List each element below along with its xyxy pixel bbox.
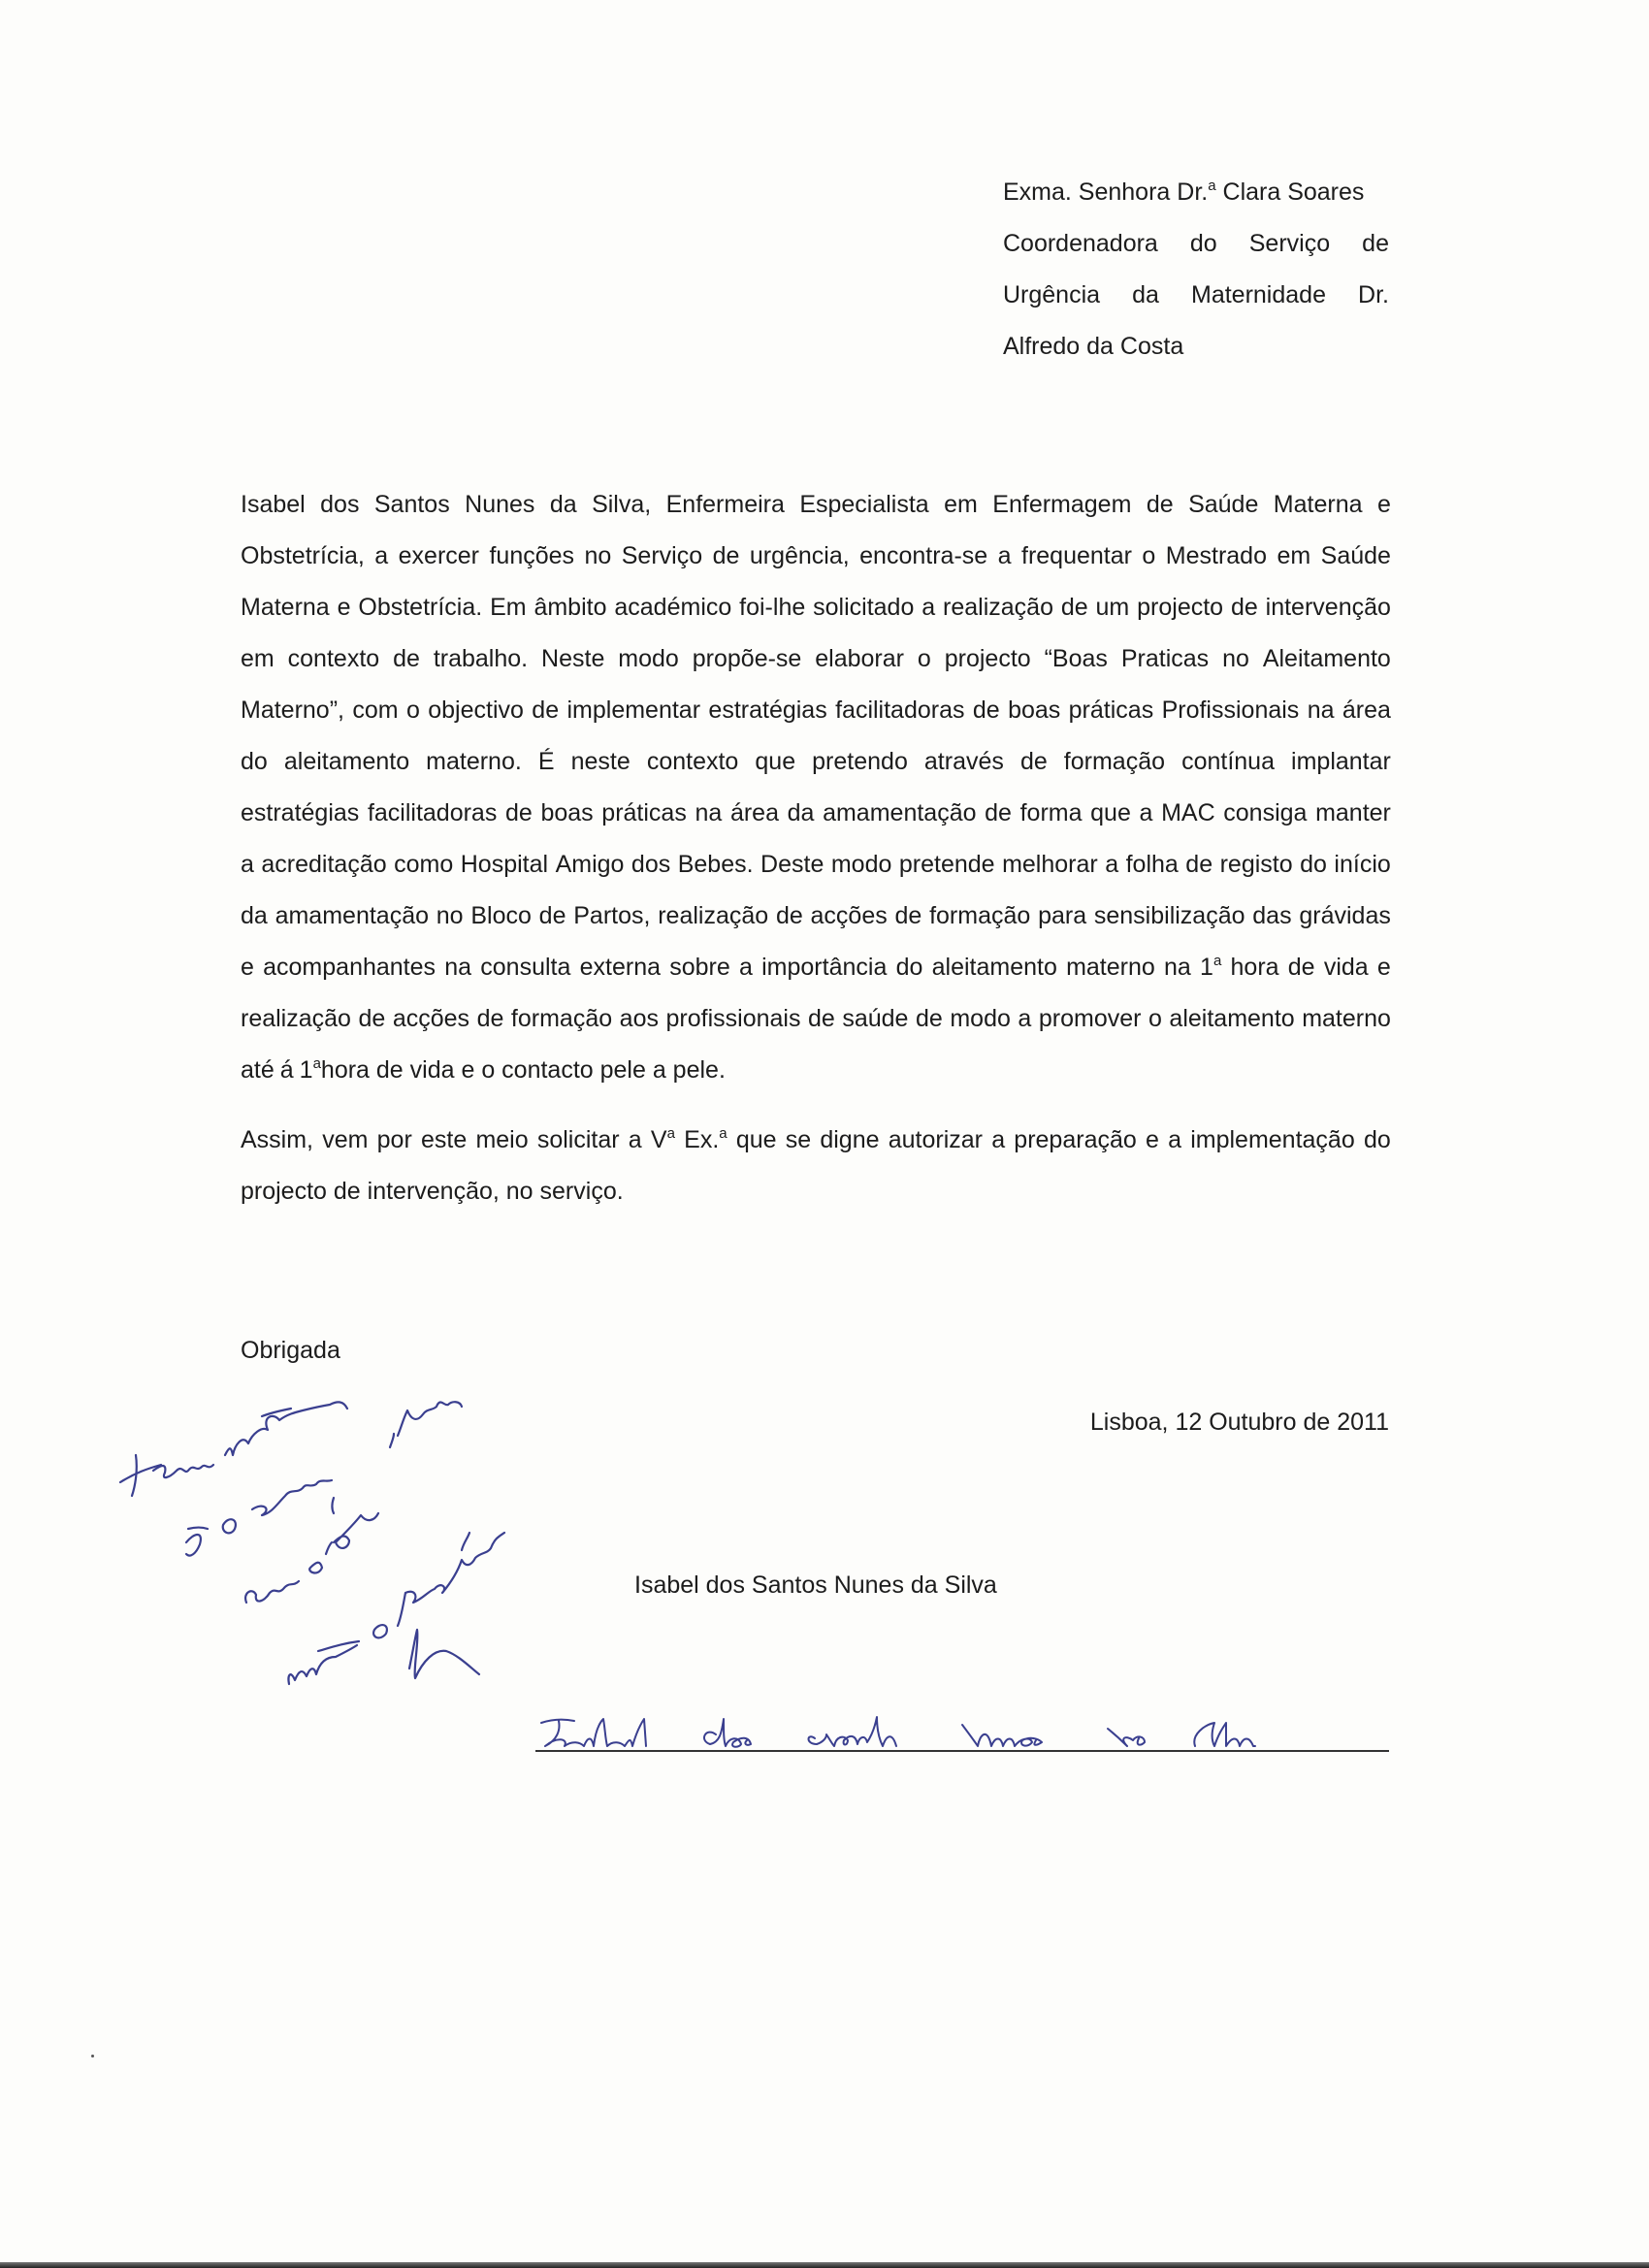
word: académico [614,594,732,621]
word: implementação [1190,1126,1355,1153]
word: de [393,645,420,672]
word: elaborar [815,645,904,672]
word: implantar [1291,748,1391,775]
word: o [917,645,931,672]
word: MAC [1161,799,1215,826]
word: exercer [398,542,480,569]
word: na [1164,954,1191,981]
word: sensibilização [1093,902,1245,929]
word: intervenção [1265,594,1391,621]
word: acompanhantes [263,954,436,981]
word: encontra-se [859,542,988,569]
word: no [1222,645,1249,672]
word: do [895,954,923,981]
word: aleitamento [1169,1005,1295,1032]
word: 1$^a$ [1200,953,1222,981]
word: Dr. [1358,281,1389,308]
word: a [1139,799,1153,826]
word: de [1362,230,1389,257]
word: de [1019,748,1048,775]
word: o [1142,542,1156,569]
word: projecto [1137,594,1224,621]
word: formação [929,902,1031,929]
word: Obstetrícia. [358,594,483,621]
closing-salutation: Obrigada [241,1337,340,1364]
word: práticas [1068,697,1154,724]
word: a [1018,1005,1032,1032]
request-line-2-text: projecto de intervenção, no serviço. [241,1178,624,1205]
word: em [241,645,275,672]
word: o [405,697,420,724]
word: hora [1230,954,1279,981]
word: Nunes [465,491,535,518]
word: acções [392,1005,470,1032]
word: Assim, [241,1126,313,1153]
word: É [537,748,555,775]
word: que [1090,799,1131,826]
word: a [628,1126,642,1153]
word: Enfermagem [992,491,1132,518]
recipient-line-4 [1003,321,1389,373]
word: Em [490,594,527,621]
recipient-line-1 [1003,167,1389,218]
word: Silva, [592,491,652,518]
word: Maternidade [1191,281,1326,308]
word: de [504,799,533,826]
word: Obstetrícia, [241,542,365,569]
word: de [775,902,803,929]
word: modo [950,1005,1011,1032]
word: foi-lhe [739,594,806,621]
word: Materno”, [241,697,344,724]
word: início [1334,851,1391,878]
word: Hospital [460,851,549,878]
word: importância [761,954,888,981]
word: Isabel [241,491,306,518]
word: e [1376,954,1391,981]
word: de [538,902,566,929]
body-line [241,891,1391,942]
word: da [241,902,268,929]
signer-name: Isabel dos Santos Nunes da Silva [634,1571,997,1599]
word: Especialista [799,491,929,518]
scan-speck [91,2055,94,2057]
word: de [1146,491,1174,518]
word: âmbito [534,594,607,621]
word: de [972,697,1000,724]
word: folha [1125,851,1179,878]
word: o [1148,1005,1162,1032]
word: grávidas [1299,902,1391,929]
word: estratégias [708,697,827,724]
word: pretendo [812,748,908,775]
word: contexto [646,748,739,775]
word: até [241,1056,275,1084]
word: realização [943,594,1053,621]
word: Enfermeira [665,491,785,518]
recipient-line-3 [1003,270,1389,321]
request-line-1 [241,1115,1391,1166]
word: acções [810,902,888,929]
word: forma [1019,799,1083,826]
word: contexto [287,645,380,672]
word: 1$^a$hora de vida e o contacto pele a pele. [299,1055,726,1084]
word: Bloco [470,902,532,929]
word: da [1132,281,1159,308]
word: a [374,542,389,569]
body-line [241,736,1391,788]
word: “Boas [1044,645,1108,672]
body-line [241,839,1391,891]
word: autorizar [888,1126,983,1153]
body-line [241,942,1391,993]
word: de [1185,851,1213,878]
word: melhorar [1002,851,1098,878]
word: implementar [566,697,701,724]
word: materno. [426,748,522,775]
word: meio [475,1126,529,1153]
word: para [1038,902,1087,929]
word: área [1342,697,1391,724]
body-line [241,1045,1391,1096]
word: materno [1302,1005,1391,1032]
word: área [729,799,779,826]
word: $V^a$ [650,1125,675,1153]
word: Deste [760,851,824,878]
word: Materna [241,594,330,621]
word: de [1287,954,1315,981]
word: em [944,491,978,518]
word: Profissionais [1161,697,1300,724]
word: da [787,799,815,826]
word: Santos [373,491,450,518]
word: por [376,1126,412,1153]
request-line-2 [241,1166,1391,1217]
word: solicitado [813,594,915,621]
recipient-line-1-text: Exma. Senhora Dr.$^a$ Clara Soares [1003,178,1365,206]
word: Neste [541,645,605,672]
word: a [997,542,1012,569]
recipient-address [1003,167,1389,373]
word: do [1300,851,1327,878]
word: de [1230,594,1258,621]
word: Mestrado [1165,542,1267,569]
word: pretende [898,851,995,878]
word: vem [322,1126,369,1153]
word: de [476,1005,504,1032]
word: e [241,954,254,981]
word: contínua [1181,748,1275,775]
word: modo [830,851,892,878]
word: estratégias [241,799,360,826]
word: dos [630,851,671,878]
word: dos [320,491,360,518]
word: através [923,748,1004,775]
word: objectivo [428,697,524,724]
word: digne [820,1126,880,1153]
word: do [241,748,268,775]
word: na [1307,697,1335,724]
word: hora de vida e o contacto pele a pele. [320,1056,726,1084]
word: Urgência [1003,281,1101,308]
word: de [916,1005,943,1032]
place-date: Lisboa, 12 Outubro de 2011 [1089,1409,1389,1436]
word: boas [1008,697,1061,724]
word: á [279,1056,294,1084]
word: externa [579,954,662,981]
body-line [241,633,1391,685]
word: neste [570,748,630,775]
word: de [808,1005,835,1032]
body-line [241,479,1391,531]
word: Coordenadora [1003,230,1158,257]
word: com [352,697,399,724]
word: em [1277,542,1311,569]
word: projecto [944,645,1031,672]
body-line [241,788,1391,839]
word: na [695,799,723,826]
word: Partos, [573,902,651,929]
word: do [1189,230,1217,257]
word: realização [241,1005,351,1032]
word: materno [1066,954,1155,981]
word: de [712,542,740,569]
word: e [337,594,351,621]
word: realização [658,902,769,929]
word: a [1105,851,1119,878]
body-paragraph [241,479,1391,1096]
word: a [991,1126,1006,1153]
word: de [532,697,560,724]
word: de [1060,594,1088,621]
word: Praticas [1120,645,1210,672]
word: boas [540,799,594,826]
word: Ex.$^a$ [684,1125,728,1153]
word: manter [1315,799,1391,826]
recipient-line-2 [1003,218,1389,270]
word: a [739,954,753,981]
word: do [1363,1126,1391,1153]
word: facilitadoras [835,697,965,724]
word: saúde [842,1005,909,1032]
word: formação [1063,748,1166,775]
word: urgência, [749,542,850,569]
body-line [241,993,1391,1045]
word: preparação [1014,1126,1137,1153]
word: na [444,954,472,981]
word: Saúde [1188,491,1259,518]
word: consiga [1223,799,1308,826]
word: de [358,1005,386,1032]
word: de [894,902,922,929]
word: no [436,902,464,929]
word: facilitadoras [367,799,498,826]
word: Saúde [1320,542,1391,569]
word: propõe-se [692,645,802,672]
word: acreditação [261,851,387,878]
word: que [735,1126,777,1153]
word: a [922,594,936,621]
word: vida [1323,954,1369,981]
word: Materna [1273,491,1363,518]
word: Amigo [555,851,625,878]
word: profissionais [665,1005,801,1032]
word: solicitar [536,1126,620,1153]
word: no [584,542,612,569]
word: Aleitamento [1262,645,1391,672]
word: práticas [601,799,687,826]
word: aleitamento [283,748,410,775]
word: consulta [480,954,571,981]
scan-bottom-edge [0,2262,1649,2268]
word: aos [619,1005,659,1032]
word: amamentação [275,902,430,929]
word: das [1252,902,1292,929]
word: que [755,748,796,775]
word: da [549,491,577,518]
word: amamentação [823,799,977,826]
body-line [241,685,1391,736]
word: trabalho. [433,645,529,672]
word: se [785,1126,812,1153]
word: como [394,851,454,878]
word: um [1095,594,1130,621]
word: a [1168,1126,1181,1153]
word: frequentar [1021,542,1132,569]
word: este [420,1126,468,1153]
body-line [241,531,1391,582]
word: Serviço [621,542,703,569]
signature-line [535,1750,1389,1752]
word: de [985,799,1012,826]
word: formação [510,1005,613,1032]
word: registo [1219,851,1293,878]
word: modo [618,645,679,672]
handwritten-approval-note [107,1387,611,1707]
recipient-line-4-text: Alfredo da Costa [1003,333,1184,360]
word: aleitamento [931,954,1057,981]
word: e [1145,1126,1159,1153]
word: funções [489,542,575,569]
word: Serviço [1248,230,1331,257]
handwritten-signature [535,1707,1389,1756]
word: Bebes. [677,851,754,878]
request-paragraph [241,1115,1391,1217]
word: a [241,851,254,878]
word: e [1376,491,1391,518]
word: sobre [669,954,730,981]
word: promover [1038,1005,1142,1032]
body-line [241,582,1391,633]
